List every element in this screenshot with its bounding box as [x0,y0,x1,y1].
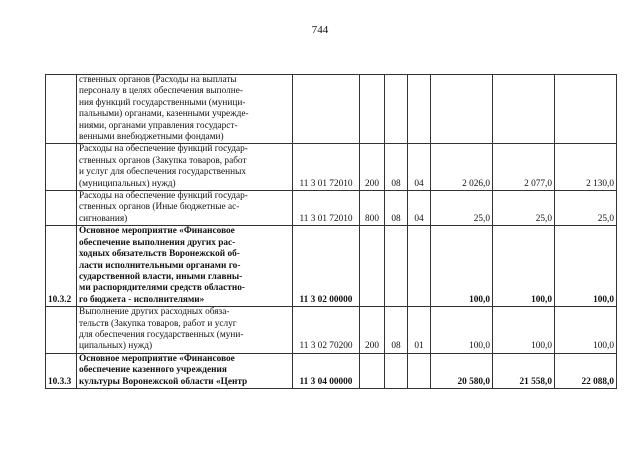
expense-name-cell [77,307,293,354]
amount-year3-cell: 100,0 [555,307,617,354]
section-number-cell [46,144,77,191]
table-row [46,353,617,388]
amount-year2-cell: 100,0 [493,307,555,354]
target-article-cell: 11 3 04 00000 [293,353,360,388]
amount-year1-cell [431,75,493,144]
expense-type-cell [360,75,385,144]
section-number-cell: 10.3.3 [46,353,77,388]
expense-name: Расходы на обеспечение функций государ- ственных органов (Иные бюджетные ас- сигнования) [79,191,248,224]
amount-year1-cell: 100,0 [431,307,493,354]
amount-year1-cell: 100,0 [431,226,493,307]
expense-name: Выполнение других расходных обяза- тельств (Закупка товаров, работ и услуг для обеспечения государственных (муни- ципальных) нужд) [79,307,244,352]
expense-type-cell: 800 [360,191,385,226]
section-code-cell [385,353,408,388]
amount-year3-cell: 22 088,0 [555,353,617,388]
expense-type-cell [360,353,385,388]
table-row [46,307,617,354]
amount-year1-cell: 20 580,0 [431,353,493,388]
table-row [46,226,617,307]
table-row [46,144,617,191]
amount-year1-cell: 2 026,0 [431,144,493,191]
expense-name: ственных органов (Расходы на выплаты персоналу в целях обеспечения выполне- ния функций государственными (муници- пальными) органами, казенными учрежде- ниями, органами управления государст- венными внебюджетными фондами) [79,75,249,143]
expense-name-cell [77,226,293,307]
table-row [46,191,617,226]
amount-year2-cell: 2 077,0 [493,144,555,191]
amount-year1-cell: 25,0 [431,191,493,226]
subsection-code-cell: 04 [408,191,431,226]
subsection-code-cell: 01 [408,307,431,354]
amount-year3-cell [555,75,617,144]
section-code-cell: 08 [385,307,408,354]
expense-name-cell [77,353,293,388]
table-row [46,75,617,144]
amount-year2-cell: 21 558,0 [493,353,555,388]
budget-table [45,74,617,389]
section-number-cell: 10.3.2 [46,226,77,307]
amount-year3-cell: 2 130,0 [555,144,617,191]
target-article-cell: 11 3 01 72010 [293,144,360,191]
amount-year2-cell [493,75,555,144]
expense-name-cell [77,75,293,144]
section-code-cell [385,75,408,144]
expense-name: Основное мероприятие «Финансовое обеспечение казенного учреждения культуры Воронежской области «Центр [79,353,248,387]
page-number: 744 [311,24,329,36]
subsection-code-cell: 04 [408,144,431,191]
amount-year3-cell: 25,0 [555,191,617,226]
expense-type-cell: 200 [360,307,385,354]
amount-year2-cell: 100,0 [493,226,555,307]
target-article-cell [293,75,360,144]
subsection-code-cell [408,353,431,388]
section-number-cell [46,307,77,354]
subsection-code-cell [408,226,431,307]
section-code-cell: 08 [385,144,408,191]
expense-name: Расходы на обеспечение функций государ- ственных органов (Закупка товаров, работ и услуг для обеспечения государственных (муниципальных) нужд) [79,144,248,189]
expense-type-cell [360,226,385,307]
amount-year3-cell: 100,0 [555,226,617,307]
expense-name-cell [77,144,293,191]
target-article-cell: 11 3 02 70200 [293,307,360,354]
section-number-cell [46,75,77,144]
expense-name: Основное мероприятие «Финансовое обеспечение выполнения других рас- ходных обязательств Воронежской об- ласти исполнительными органами го- сударственной власти, иными главны- ми распорядителями средств областно- го бюджета - исполнителями» [79,226,245,305]
section-code-cell [385,226,408,307]
budget-table-body [46,75,617,389]
target-article-cell: 11 3 02 00000 [293,226,360,307]
section-number-cell [46,191,77,226]
subsection-code-cell [408,75,431,144]
target-article-cell: 11 3 01 72010 [293,191,360,226]
amount-year2-cell: 25,0 [493,191,555,226]
section-code-cell: 08 [385,191,408,226]
expense-name-cell [77,191,293,226]
expense-type-cell: 200 [360,144,385,191]
